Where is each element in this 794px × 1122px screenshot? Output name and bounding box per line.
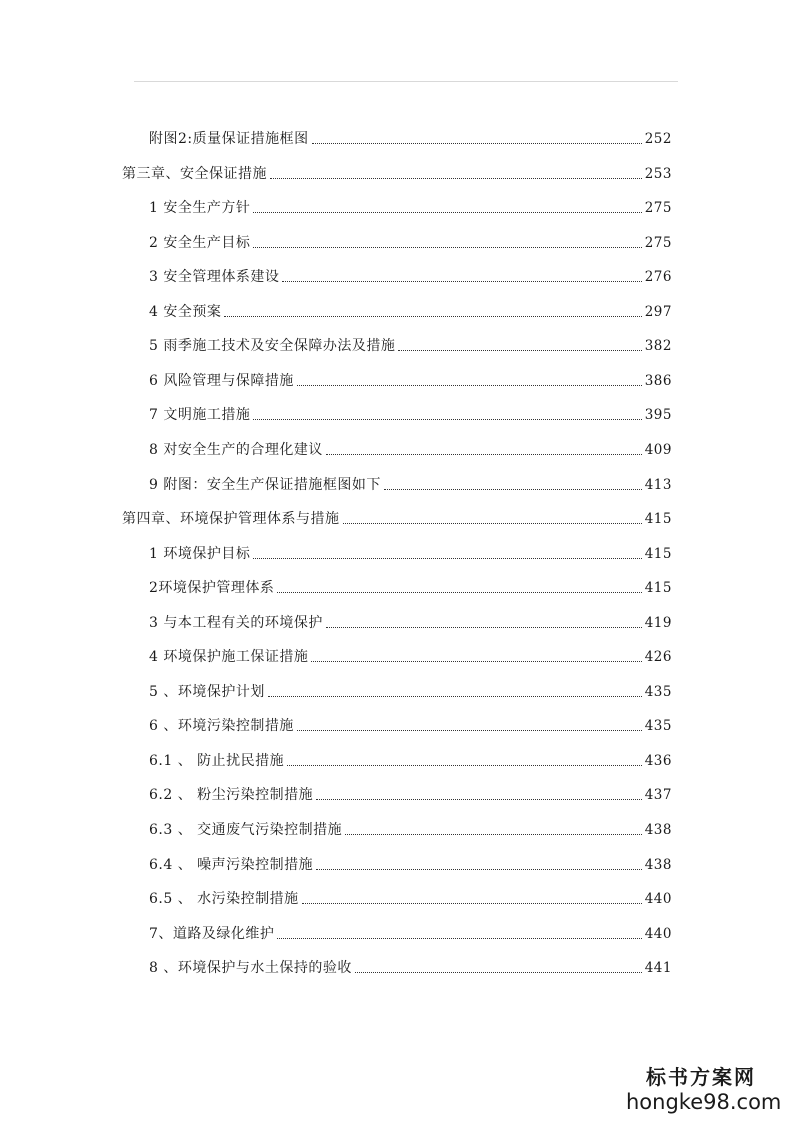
toc-entry-label: 3 与本工程有关的环境保护 [149, 614, 323, 631]
toc-entry-page-number: 415 [644, 580, 672, 597]
toc-entry-label: 8 对安全生产的合理化建议 [149, 441, 323, 458]
toc-leader-dots [282, 281, 641, 282]
toc-entry[interactable] [149, 815, 672, 839]
toc-entry-label: 1 安全生产方针 [149, 200, 251, 217]
toc-leader-dots [270, 178, 642, 179]
toc-entry-label: 8 、环境保护与水土保持的验收 [149, 960, 352, 977]
watermark-name: 标书方案网 [646, 1065, 756, 1089]
watermark-url: hongke98.com [626, 1090, 782, 1114]
toc-entry[interactable] [149, 884, 672, 908]
toc-leader-dots [302, 903, 642, 904]
header-rule [134, 81, 678, 82]
toc-entry-page-number: 395 [644, 407, 672, 424]
toc-entry-label: 2 安全生产目标 [149, 234, 251, 251]
toc-leader-dots [316, 799, 642, 800]
toc-entry-page-number: 297 [644, 303, 672, 320]
toc-entry[interactable] [149, 850, 672, 874]
toc-entry-label: 附图2:质量保证措施框图 [149, 131, 309, 147]
toc-entry-label: 6.4 、 噪声污染控制措施 [149, 856, 314, 873]
toc-leader-dots [398, 350, 641, 351]
toc-entry-page-number: 440 [644, 925, 672, 942]
toc-entry[interactable] [149, 642, 672, 666]
toc-entry-page-number: 438 [644, 822, 672, 838]
toc-entry[interactable] [149, 193, 672, 217]
toc-entry-page-number: 440 [644, 891, 672, 908]
toc-entry-label: 6 、环境污染控制措施 [149, 718, 294, 735]
toc-entry-page-number: 435 [644, 718, 672, 735]
toc-entry-label: 6.2 、 粉尘污染控制措施 [149, 787, 314, 804]
toc-entry[interactable] [149, 331, 672, 355]
toc-entry[interactable] [149, 953, 672, 977]
watermark [626, 1064, 782, 1114]
toc-leader-dots [297, 730, 642, 731]
toc-entry-page-number: 252 [644, 131, 672, 147]
toc-entry[interactable] [122, 504, 672, 528]
toc-entry-label: 5 雨季施工技术及安全保障办法及措施 [149, 338, 396, 355]
toc-entry-label: 4 安全预案 [149, 303, 222, 320]
toc-entry[interactable] [149, 746, 672, 770]
toc-entry-page-number: 426 [644, 649, 672, 666]
toc-leader-dots [287, 765, 642, 766]
toc-entry[interactable] [149, 228, 672, 252]
toc-entry-label: 3 安全管理体系建设 [149, 269, 280, 286]
toc-entry-label: 6.1 、 防止扰民措施 [149, 752, 285, 769]
toc-leader-dots [253, 247, 641, 248]
toc-entry-page-number: 275 [644, 200, 672, 217]
toc-entry[interactable] [149, 366, 672, 390]
toc-entry-page-number: 415 [644, 511, 672, 528]
toc-entry[interactable] [149, 262, 672, 286]
toc-entry[interactable] [149, 400, 672, 424]
toc-entry-label: 4 环境保护施工保证措施 [149, 649, 309, 666]
toc-entry-page-number: 441 [644, 960, 672, 977]
toc-entry[interactable] [149, 711, 672, 735]
toc-entry-label: 第四章、环境保护管理体系与措施 [122, 511, 340, 528]
toc-leader-dots [311, 661, 641, 662]
toc-leader-dots [268, 696, 642, 697]
toc-entry-label: 9 附图：安全生产保证措施框图如下 [149, 476, 381, 493]
toc-entry-page-number: 435 [644, 683, 672, 700]
toc-entry-page-number: 413 [644, 476, 672, 493]
toc-entry-page-number: 438 [644, 856, 672, 873]
toc-leader-dots [277, 592, 641, 593]
toc-leader-dots [277, 938, 641, 939]
toc-leader-dots [253, 419, 641, 420]
toc-entry-page-number: 253 [644, 165, 672, 182]
toc-entry[interactable] [149, 539, 672, 563]
toc-leader-dots [345, 834, 642, 835]
toc-entry-page-number: 382 [644, 338, 672, 355]
toc-entry[interactable] [149, 124, 672, 148]
toc-leader-dots [297, 385, 642, 386]
toc-leader-dots [253, 558, 641, 559]
toc-entry[interactable] [149, 435, 672, 459]
toc-entry[interactable] [149, 780, 672, 804]
toc-entry-page-number: 386 [644, 372, 672, 389]
toc-leader-dots [326, 454, 642, 455]
toc-entry-label: 6.5 、 水污染控制措施 [149, 891, 299, 908]
toc-entry-page-number: 276 [644, 269, 672, 286]
toc-entry-label: 7、道路及绿化维护 [149, 925, 275, 942]
toc-entry-page-number: 275 [644, 234, 672, 251]
toc-leader-dots [312, 143, 642, 144]
toc-entry[interactable] [122, 159, 672, 183]
toc-leader-dots [316, 869, 642, 870]
toc-entry[interactable] [149, 297, 672, 321]
toc-entry-page-number: 409 [644, 441, 672, 458]
toc-entry-label: 6 风险管理与保障措施 [149, 372, 294, 389]
toc-entry-page-number: 437 [644, 787, 672, 804]
toc-entry-label: 2环境保护管理体系 [149, 580, 275, 597]
toc-entry-page-number: 419 [644, 614, 672, 631]
toc-entry-page-number: 436 [644, 752, 672, 769]
toc-leader-dots [343, 523, 642, 524]
toc-leader-dots [326, 627, 642, 628]
toc-entry-label: 7 文明施工措施 [149, 407, 251, 424]
toc-entry-label: 5 、环境保护计划 [149, 683, 265, 700]
toc-entry[interactable] [149, 470, 672, 494]
toc-entry[interactable] [149, 573, 672, 597]
toc-entry-label: 1 环境保护目标 [149, 545, 251, 562]
toc-entry-label: 第三章、安全保证措施 [122, 165, 267, 182]
toc-leader-dots [253, 212, 641, 213]
toc-leader-dots [355, 972, 642, 973]
toc-entry[interactable] [149, 608, 672, 632]
toc-entry[interactable] [149, 677, 672, 701]
toc-entry-label: 6.3 、 交通废气污染控制措施 [149, 822, 343, 838]
toc-leader-dots [384, 489, 642, 490]
toc-leader-dots [224, 316, 641, 317]
toc-entry[interactable] [149, 919, 672, 943]
toc-entry-page-number: 415 [644, 545, 672, 562]
